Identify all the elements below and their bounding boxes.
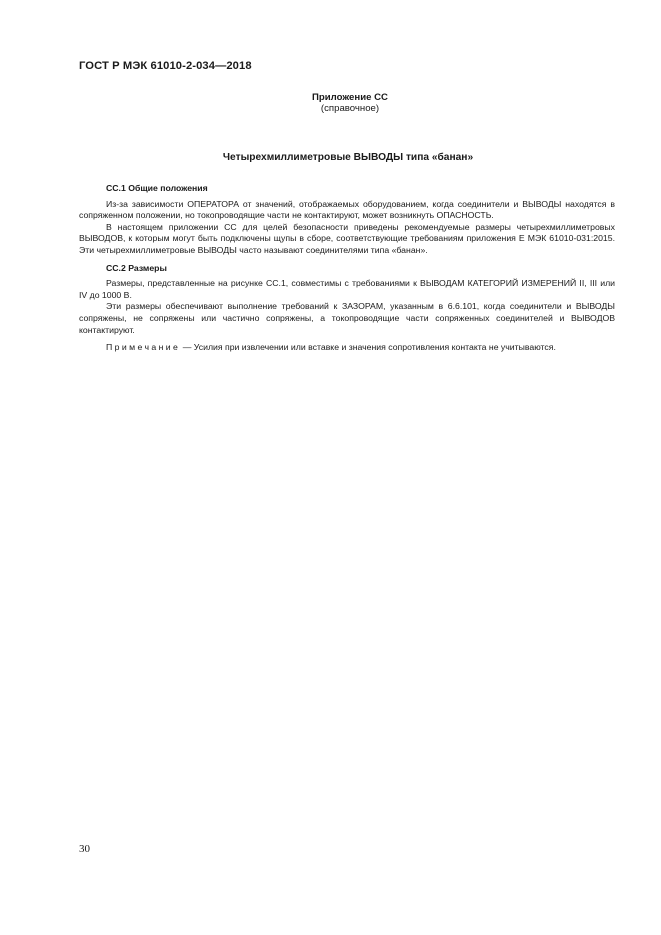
section-heading: СС.2 Размеры: [106, 262, 167, 273]
appendix-title: Приложение СС: [312, 92, 388, 103]
document-code: ГОСТ Р МЭК 61010-2-034—2018: [79, 60, 252, 72]
paragraph: Эти размеры обеспечивают выполнение требований к ЗАЗОРАМ, указанным в 6.6.101, когда соединители и ВЫВОДЫ сопряжены, не сопряжены или частично сопряжены, а токопроводящие части сопряженных соединителей и ВЫВОДОВ контактируют.: [79, 301, 615, 335]
page-number: 30: [79, 843, 90, 855]
section-heading: СС.1 Общие положения: [106, 183, 208, 193]
document-body: [79, 183, 615, 354]
paragraph: В настоящем приложении СС для целей безопасности приведены рекомендуемые размеры четырехмиллиметровых ВЫВОДОВ, к которым могут быть подключены щупы в сборе, соответствующие требованиям приложения Е МЭК 61010-031:2015. Эти четырехмиллиметровые ВЫВОДЫ часто называют соединителями типа «банан».: [79, 221, 615, 255]
paragraph: Из-за зависимости ОПЕРАТОРА от значений, отображаемых оборудованием, когда соединители и ВЫВОДЫ находятся в сопряженном положении, но токопроводящие части не контактируют, может возникнуть ОПАСНОСТЬ.: [79, 198, 615, 221]
note-label: Примечание: [106, 342, 181, 353]
paragraph: Размеры, представленные на рисунке СС.1, совместимы с требованиями к ВЫВОДАМ КАТЕГОРИЙ ИЗМЕРЕНИЙ II, III или IV до 1000 В.: [79, 278, 615, 300]
note: [79, 342, 615, 354]
appendix-heading: [290, 92, 410, 114]
main-title: Четырехмиллиметровые ВЫВОДЫ типа «банан»: [222, 152, 474, 163]
appendix-subtitle: (справочное): [320, 103, 380, 114]
note-text: — Усилия при извлечении или вставке и значения сопротивления контакта не учитываются.: [180, 342, 556, 353]
